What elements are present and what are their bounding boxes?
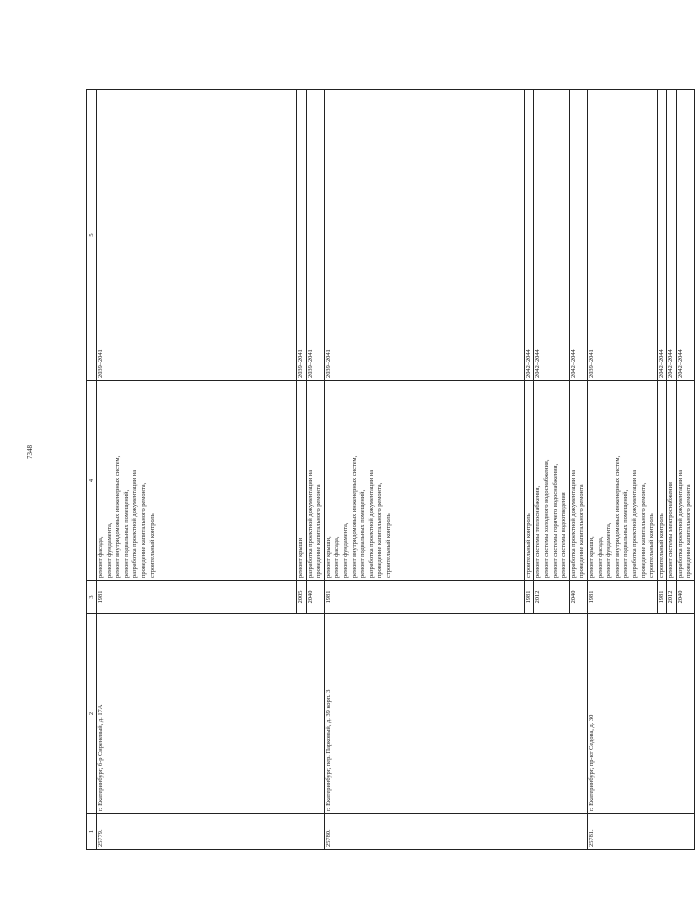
period-cell: 2039–2041 [297, 90, 307, 381]
work-item: разработка проектной документации на [676, 469, 684, 578]
year-cell: 1981 [657, 581, 667, 614]
work-item: ремонт фасада, [333, 536, 341, 578]
building-number: 25780. [324, 814, 587, 850]
work-item: строительный контроль [648, 513, 656, 578]
period-cell: 2042–2044 [667, 90, 677, 381]
column-header: 5 [87, 90, 97, 381]
work-item: разработка проектной документации на [131, 469, 139, 578]
work-item: ремонт крыши, [587, 536, 595, 578]
year-cell: 1981 [97, 581, 297, 614]
year-cell: 1981 [324, 581, 524, 614]
works-cell [297, 381, 307, 581]
table-row [587, 90, 657, 850]
work-item: строительный контроль [384, 513, 392, 578]
work-item: проведение капитального ремонта [315, 484, 323, 578]
year-cell: 2040 [676, 581, 694, 614]
period-cell: 2042–2044 [676, 90, 694, 381]
column-header: 2 [87, 614, 97, 814]
work-item: ремонт крыши [297, 537, 304, 578]
work-item: ремонт системы водоотведения [560, 492, 568, 578]
works-cell [524, 381, 534, 581]
header-row [87, 90, 97, 850]
works-cell [587, 381, 657, 581]
year-cell: 1981 [587, 581, 657, 614]
work-item: разработка проектной документации на [569, 469, 577, 578]
work-item: ремонт внутридомовых инженерных систем, [613, 455, 621, 578]
period-cell: 2042–2044 [569, 90, 587, 381]
year-cell: 2040 [306, 581, 324, 614]
repair-schedule-table [86, 89, 695, 850]
works-cell [534, 381, 569, 581]
table-row [97, 90, 297, 850]
year-cell: 2012 [667, 581, 677, 614]
work-item: строительный контроль [524, 513, 532, 578]
work-item: разработка проектной документации на [367, 469, 375, 578]
work-item: ремонт внутридомовых инженерных систем, [350, 455, 358, 578]
building-number: 25779. [97, 814, 325, 850]
work-item: ремонт фасада, [97, 536, 104, 578]
work-item: ремонт фасада, [596, 536, 604, 578]
works-cell [97, 381, 297, 581]
building-number: 25781. [587, 814, 694, 850]
year-cell: 1981 [524, 581, 534, 614]
column-header: 4 [87, 381, 97, 581]
work-item: проведение капитального ремонта, [139, 482, 147, 578]
work-item: разработка проектной документации на [630, 469, 638, 578]
work-item: ремонт подвальных помещений, [359, 489, 367, 578]
work-item: ремонт подвальных помещений, [122, 489, 130, 578]
year-cell: 2040 [569, 581, 587, 614]
works-cell [667, 381, 677, 581]
work-item: разработка проектной документации на [306, 469, 314, 578]
period-cell: 2042–2044 [524, 90, 534, 381]
work-item: ремонт внутридомовых инженерных систем, [114, 455, 122, 578]
work-item: строительный контроль [657, 513, 665, 578]
column-header: 3 [87, 581, 97, 614]
work-item: ремонт системы теплоснабжения, [534, 485, 542, 578]
work-item: строительный контроль [148, 513, 156, 578]
period-cell: 2042–2044 [657, 90, 667, 381]
building-address: г. Екатеринбург, б-р Сиреневый, д. 17А [97, 614, 325, 814]
works-cell [569, 381, 587, 581]
works-cell [306, 381, 324, 581]
works-cell [657, 381, 667, 581]
work-item: ремонт системы электроснабжения [667, 482, 675, 578]
work-item: ремонт системы горячего водоснабжения, [551, 463, 559, 578]
period-cell: 2039–2041 [324, 90, 524, 381]
period-cell: 2042–2044 [534, 90, 569, 381]
work-item: ремонт подвальных помещений, [622, 489, 630, 578]
work-item: проведение капитального ремонта [578, 484, 586, 578]
work-item: ремонт крыши, [324, 536, 332, 578]
rotated-content [86, 90, 693, 850]
work-item: ремонт фундамента, [105, 522, 113, 578]
work-item: ремонт системы холодного водоснабжения, [542, 459, 550, 578]
period-cell: 2039–2041 [306, 90, 324, 381]
work-item: проведение капитального ремонта, [639, 482, 647, 578]
page-number: 7348 [26, 445, 34, 459]
year-cell: 2005 [297, 581, 307, 614]
building-address: г. Екатеринбург, пер. Парковый, д. 39 корп. 3 [324, 614, 587, 814]
table-row [324, 90, 524, 850]
work-item: проведение капитального ремонта [685, 484, 693, 578]
work-item: ремонт фундамента, [341, 522, 349, 578]
column-header: 1 [87, 814, 97, 850]
works-cell [324, 381, 524, 581]
works-cell [676, 381, 694, 581]
work-item: проведение капитального ремонта, [376, 482, 384, 578]
period-cell: 2039–2041 [97, 90, 297, 381]
building-address: г. Екатеринбург, пр-кт Седова, д. 30 [587, 614, 694, 814]
work-item: ремонт фундамента, [605, 522, 613, 578]
year-cell: 2012 [534, 581, 569, 614]
period-cell: 2039–2041 [587, 90, 657, 381]
